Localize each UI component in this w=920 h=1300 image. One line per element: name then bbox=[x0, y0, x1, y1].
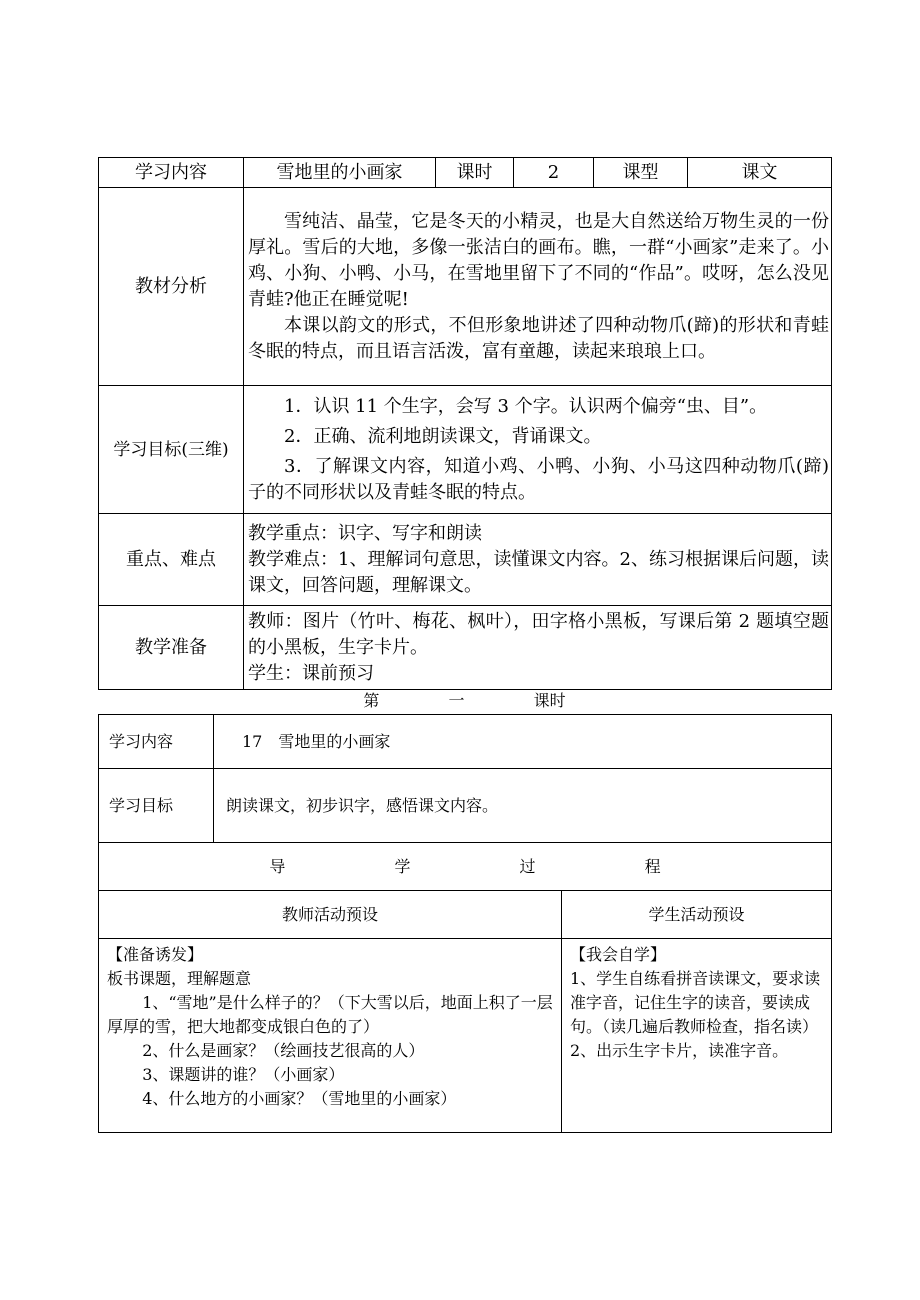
student-activity-content bbox=[562, 939, 832, 1133]
activity-header-row bbox=[99, 891, 832, 939]
teacher-intro: 板书课题，理解题意 bbox=[107, 969, 252, 988]
student-section-title: 【我会自学】 bbox=[570, 945, 667, 964]
period-value: 2 bbox=[514, 158, 594, 188]
teacher-activity-content bbox=[99, 939, 562, 1133]
heading-part: 第 bbox=[363, 691, 380, 710]
content-label: 学习内容 bbox=[99, 158, 244, 188]
lesson-overview-table bbox=[98, 157, 832, 690]
heading-part: 课时 bbox=[533, 691, 566, 710]
teacher-section-title: 【准备诱发】 bbox=[107, 945, 204, 964]
first-period-table bbox=[98, 714, 832, 1133]
lesson-period-heading bbox=[98, 690, 831, 712]
analysis-label: 教材分析 bbox=[99, 188, 244, 386]
keypoint-line: 教学重点：识字、写字和朗读 bbox=[248, 522, 482, 544]
process-char: 过 bbox=[519, 856, 536, 876]
type-value: 课文 bbox=[688, 158, 832, 188]
process-char: 程 bbox=[644, 856, 661, 876]
goals-row bbox=[99, 386, 832, 514]
teacher-item: 1、“雪地”是什么样子的？（下大雪以后，地面上积了一层厚厚的雪，把大地都变成银白色的了） bbox=[107, 993, 553, 1036]
period-label: 课时 bbox=[436, 158, 514, 188]
lesson-title: 雪地里的小画家 bbox=[244, 158, 436, 188]
student-item: 1、学生自练看拼音读课文，要求读准字音，记住生字的读音，要读成句。（读几遍后教师检查，指名读） bbox=[570, 969, 821, 1036]
goal-item: 1．认识 11 个生字，会写 3 个字。认识两个偏旁“虫、目”。 bbox=[284, 395, 768, 417]
goal-item: 3．了解课文内容，知道小鸡、小鸭、小狗、小马这四种动物爪(蹄)子的不同形状以及青蛙冬眠的特点。 bbox=[248, 455, 829, 503]
teacher-activity-header: 教师活动预设 bbox=[99, 891, 562, 939]
process-heading-row bbox=[99, 843, 832, 891]
period-goal-value: 朗读课文，初步识字，感悟课文内容。 bbox=[214, 769, 832, 843]
student-activity-header: 学生活动预设 bbox=[562, 891, 832, 939]
goals-text bbox=[244, 386, 832, 514]
analysis-paragraph: 本课以韵文的形式，不但形象地讲述了四种动物爪(蹄)的形状和青蛙冬眠的特点，而且语言活泼，富有童趣，读起来琅琅上口。 bbox=[248, 314, 829, 362]
keypoints-row bbox=[99, 514, 832, 606]
keypoints-text bbox=[244, 514, 832, 606]
type-label: 课型 bbox=[594, 158, 688, 188]
period-content-value: 17 雪地里的小画家 bbox=[214, 715, 832, 769]
activity-content-row bbox=[99, 939, 832, 1133]
period-goal-label: 学习目标 bbox=[99, 769, 214, 843]
difficulty-line: 教学难点：1、理解词句意思，读懂课文内容。2、练习根据课后问题，读课文，回答问题，理解课文。 bbox=[248, 548, 829, 596]
student-item: 2、出示生字卡片，读准字音。 bbox=[570, 1041, 789, 1060]
process-char: 学 bbox=[394, 856, 411, 876]
analysis-row bbox=[99, 188, 832, 386]
period-content-label: 学习内容 bbox=[99, 715, 214, 769]
teacher-item: 4、什么地方的小画家？（雪地里的小画家） bbox=[142, 1089, 457, 1108]
student-preparation: 学生：课前预习 bbox=[248, 662, 374, 684]
overview-header-row bbox=[99, 158, 832, 188]
preparation-label: 教学准备 bbox=[99, 606, 244, 690]
keypoints-label: 重点、难点 bbox=[99, 514, 244, 606]
teacher-item: 2、什么是画家？（绘画技艺很高的人） bbox=[142, 1041, 425, 1060]
analysis-paragraph: 雪纯洁、晶莹，它是冬天的小精灵，也是大自然送给万物生灵的一份厚礼。雪后的大地，多像一张洁白的画布。瞧，一群“小画家”走来了。小鸡、小狗、小鸭、小马，在雪地里留下了不同的“作品”。哎呀，怎么没见青蛙?他正在睡觉呢! bbox=[248, 210, 829, 310]
preparation-text bbox=[244, 606, 832, 690]
process-heading bbox=[99, 843, 832, 891]
teacher-item: 3、课题讲的谁？（小画家） bbox=[142, 1065, 345, 1084]
teacher-preparation: 教师：图片（竹叶、梅花、枫叶），田字格小黑板，写课后第 2 题填空题的小黑板，生字卡片。 bbox=[248, 610, 829, 658]
goals-label: 学习目标(三维) bbox=[99, 386, 244, 514]
period-goal-row bbox=[99, 769, 832, 843]
analysis-text bbox=[244, 188, 832, 386]
goal-item: 2．正确、流利地朗读课文，背诵课文。 bbox=[284, 425, 602, 447]
process-char: 导 bbox=[269, 856, 286, 876]
period-content-row bbox=[99, 715, 832, 769]
heading-part: 一 bbox=[448, 691, 465, 710]
preparation-row bbox=[99, 606, 832, 690]
